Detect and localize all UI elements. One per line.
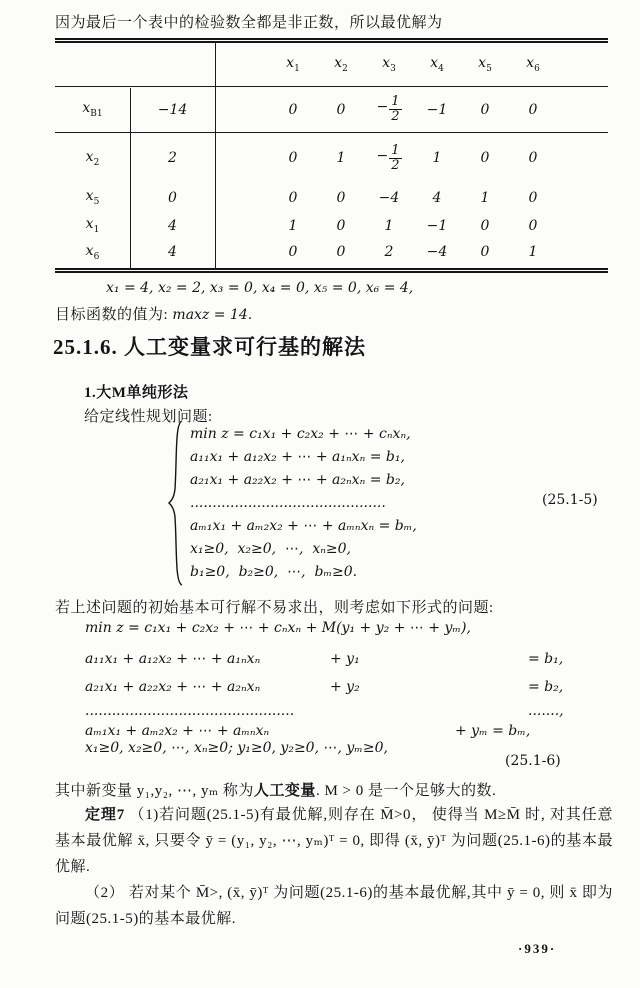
tableau-cell: 0 (288, 189, 298, 206)
equation-line: aₘ₁x₁ + aₘ₂x₂ + ⋯ + aₘₙxₙ = bₘ, (190, 518, 417, 534)
row-label: $x_6$ (85, 242, 100, 262)
paragraph-text: . M > 0 是一个足够大的数. (315, 783, 497, 799)
tableau-cell: 0 (528, 189, 538, 206)
section-number: 25.1.6. (53, 335, 118, 359)
intro-text: 因为最后一个表中的检验数全都是非正数，所以最优解为 (55, 15, 443, 31)
theorem-label: 定理7 (85, 807, 125, 823)
col-header-x5: $x_5$ (478, 55, 492, 74)
tableau-cell: 0 (288, 244, 298, 260)
equation-line: a₂₁x₁ + a₂₂x₂ + ⋯ + a₂ₙxₙ = b₂, (190, 472, 405, 488)
tableau-cell: 1 (336, 150, 346, 166)
tableau-cell: 0 (528, 150, 538, 166)
tableau-cell: 0 (336, 101, 346, 118)
col-header-x2: $x_2$ (334, 55, 348, 74)
basis-value: −14 (157, 101, 188, 118)
theorem-text: （2） 若对某个 M̄>, (x̄, ȳ)ᵀ 为问题(25.1-6)的基本最优解,其中 ȳ = 0, 则 x̄ 即为问题(25.1-5)的基本最优解. (55, 885, 613, 927)
tableau-cell: 1 (480, 189, 490, 206)
equation-label-25-1-6: (25.1-6) (505, 753, 561, 769)
tableau-cell: −1 (426, 101, 448, 118)
section-heading (53, 331, 366, 361)
objective-prefix: 目标函数的值为: (55, 307, 173, 323)
solution-line: x₁ = 4, x₂ = 2, x₃ = 0, x₄ = 0, x₅ = 0, x₆ = 4, (106, 280, 414, 296)
basis-value: 4 (168, 244, 177, 260)
theorem-part-1 (55, 802, 613, 880)
col-header-x1: $x_1$ (286, 55, 300, 74)
equation-label-25-1-5: (25.1-5) (542, 492, 598, 508)
tableau-cell: 1 (432, 150, 442, 166)
tableau-cell: − $\frac{1}{2}$ (376, 94, 400, 124)
equation-line: aₘ₁x₁ + aₘ₂x₂ + ⋯ + aₘₙxₙ + yₘ = bₘ, (85, 723, 531, 739)
tableau-row (55, 239, 608, 265)
tableau-cell: 0 (288, 101, 298, 118)
objective-value: maxz = 14. (172, 307, 253, 323)
tableau-cell: −1 (426, 217, 448, 234)
tableau-cell: 0 (528, 101, 538, 118)
tableau-cell: 0 (480, 150, 490, 166)
row-label: $x_{B1}$ (82, 100, 103, 119)
tableau-row (55, 212, 608, 239)
consider-paragraph: 若上述问题的初始基本可行解不易求出，则考虑如下形式的问题: (55, 600, 494, 616)
tableau-cell: 4 (432, 189, 442, 206)
tableau-cell: 1 (384, 217, 394, 234)
theorem-part-2 (55, 880, 613, 932)
bold-term: 人工变量 (253, 783, 316, 799)
col-header-x6: $x_6$ (526, 55, 540, 74)
tableau-cell: −4 (378, 189, 400, 206)
tableau-row (55, 87, 608, 133)
objective-value-line (55, 303, 252, 324)
row-label: $x_1$ (85, 216, 100, 235)
tableau-cell: 1 (528, 244, 538, 260)
tableau-cell: 0 (336, 244, 346, 260)
tableau-row (55, 133, 608, 183)
tableau-row (55, 183, 608, 212)
tableau-cell: 2 (384, 244, 394, 260)
section-title: 人工变量求可行基的解法 (124, 335, 366, 359)
subsection-heading: 1.大M单纯形法 (84, 385, 189, 401)
tableau-cell: −4 (426, 244, 448, 260)
equation-line: a₁₁x₁ + a₁₂x₂ + ⋯ + a₁ₙxₙ + y₁ = b₁, (85, 651, 564, 667)
tableau-cell: 0 (528, 217, 538, 234)
equation-line: b₁≥0, b₂≥0, ⋯, bₘ≥0. (190, 564, 358, 580)
col-header-x3: $x_3$ (382, 55, 396, 74)
equation-line: a₂₁x₁ + a₂₂x₂ + ⋯ + a₂ₙxₙ + y₂ = b₂, (85, 679, 564, 695)
row-label: $x_5$ (85, 188, 100, 207)
equation-line: ............................................ (190, 495, 386, 511)
tableau-cell: 0 (480, 217, 490, 234)
basis-value: 4 (168, 217, 177, 234)
basis-value: 2 (168, 150, 177, 166)
paragraph-text: 其中新变量 y₁,y₂, ⋯, yₘ 称为 (55, 783, 254, 799)
equation-line: min z = c₁x₁ + c₂x₂ + ⋯ + cₙxₙ + M(y₁ + y₂ + ⋯ + yₘ), (85, 620, 471, 636)
tableau-vertical-rule-left (130, 88, 131, 268)
equation-line: x₁≥0, x₂≥0, ⋯, xₙ≥0; y₁≥0, y₂≥0, ⋯, yₘ≥0, (85, 740, 388, 756)
tableau-cell: 1 (288, 217, 298, 234)
tableau-header-row (55, 43, 608, 87)
tableau-vertical-rule-main (215, 43, 216, 268)
tableau-cell: 0 (480, 244, 490, 260)
col-header-x4: $x_4$ (430, 55, 444, 74)
basis-value: 0 (168, 189, 177, 206)
left-brace-icon (168, 419, 184, 592)
equation-line: min z = c₁x₁ + c₂x₂ + ⋯ + cₙxₙ, (190, 426, 411, 442)
tableau-cell: 0 (288, 150, 298, 166)
page-number: ·939· (518, 941, 557, 956)
artificial-variable-paragraph (55, 779, 496, 800)
equation-line: a₁₁x₁ + a₁₂x₂ + ⋯ + a₁ₙxₙ = b₁, (190, 449, 405, 465)
row-label: $x_2$ (85, 148, 100, 168)
problem-intro: 给定线性规划问题: (84, 409, 213, 425)
equation-line: x₁≥0, x₂≥0, ⋯, xₙ≥0, (190, 541, 351, 557)
equation-system-25-1-5 (190, 423, 417, 584)
tableau-cell: 0 (480, 101, 490, 118)
tableau-cell: 0 (336, 189, 346, 206)
tableau-cell: 0 (336, 217, 346, 234)
equation-line: ............................................... ......., (85, 703, 564, 719)
tableau-cell: − $\frac{1}{2}$ (376, 142, 400, 173)
theorem-text: （1)若问题(25.1-5)有最优解,则存在 M̄>0， 使得当 M≥M̄ 时, 对其任意基本最优解 x̄, 只要令 ȳ = (y₁, y₂, ⋯, yₘ)ᵀ = 0, 即得 (x̄, ȳ)ᵀ 为问题(25.1-6)的基本最优解. (55, 807, 613, 875)
simplex-tableau (55, 38, 608, 273)
